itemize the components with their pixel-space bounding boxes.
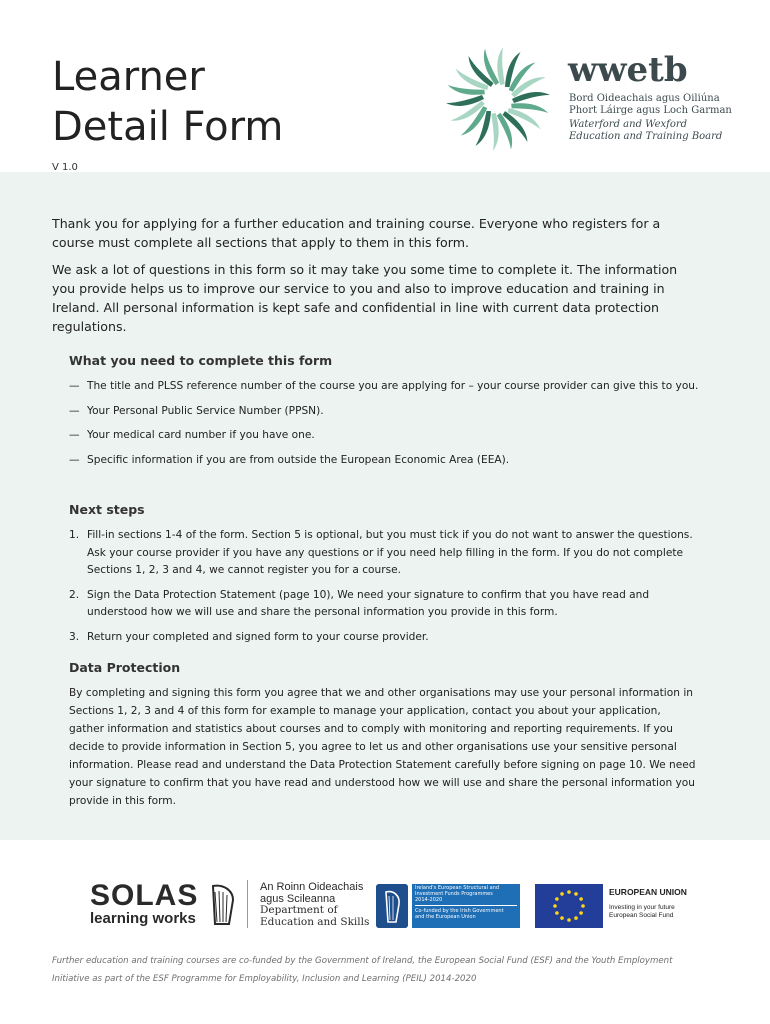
esif-line-2: Investment Funds Programmes [415,891,493,897]
eu-title: EUROPEAN UNION [609,887,687,897]
eu-star [555,911,559,915]
dash-bullet: — [69,404,80,417]
list-item-text: Sign the Data Protection Statement (page 10), We need your signature to confirm that you have read and understood how we will use and share the personal information you provide in this form. [87,588,650,618]
logo-irish-line-1: Bord Oideachais agus Oiliúna [569,93,720,104]
wwetb-wordmark: wwetb [568,50,688,90]
list-item-text: Your medical card number if you have one. [87,429,315,441]
eu-star [574,916,578,920]
dash-bullet: — [69,380,80,392]
eu-star [567,890,571,894]
list-item [69,527,709,580]
eu-star [581,904,585,908]
esif-logo [376,884,520,928]
data-protection-heading: Data Protection [69,660,181,675]
eu-subtitle [609,904,687,920]
need-heading: What you need to complete this form [69,353,333,368]
esif-text [412,884,520,928]
wwetb-swirl-logo-icon [438,46,558,152]
list-item-text: Your Personal Public Service Number (PPSN). [87,404,324,417]
version-label: V 1.0 [52,162,78,173]
eu-sub-line-1: Investing in your future [609,904,675,911]
list-item [69,587,709,622]
esif-line-1: Ireland's European Structural and [415,885,500,891]
need-list [69,378,709,476]
list-item-text: Fill-in sections 1-4 of the form. Section 5 is optional, but you must tick if you do not want to answer the questions. Ask your course provider if you have any questions or if you need help filling in the form. If you do not complete Sections 1, 2, 3 and 4, we cannot register you for a course. [87,529,693,576]
eu-logo-text [609,886,687,920]
esif-rule [415,905,517,906]
solas-logo [90,879,199,928]
dept-line-4: Education and Skills [260,915,370,928]
harp-icon [207,882,237,928]
page-header [0,0,770,172]
funder-logos [0,860,770,950]
dash-bullet: — [69,429,80,441]
data-protection-text: By completing and signing this form you agree that we and other organisations may use your personal information in Sections 1, 2, 3 and 4 of this form for example to manage your application, contact you about your application, gather information and statistics about courses and to comply with monitoring and reporting requirements. If you decide to provide information in Section 5, you agree to let us and other organisations use your sensitive personal information. Please read and understand the Data Protection Statement carefully before signing on page 10. We need your signature to confirm that you have read and understood how we will use and share the personal information you provide in this form. [69,687,696,807]
list-item [69,403,709,421]
title-line-1: Learner [52,54,205,100]
list-item [69,452,709,470]
step-number: 3. [69,630,80,643]
esif-line-5: and the European Union [415,914,476,920]
logo-english-name [569,119,722,143]
eu-flag-icon [535,884,603,928]
list-item-text: Specific information if you are from outside the European Economic Area (EEA). [87,453,510,466]
eu-sub-line-2: European Social Fund [609,912,674,919]
eu-star [555,897,559,901]
list-item-text: The title and PLSS reference number of the course you are applying for – your course provider can give this to you. [87,380,699,392]
solas-wordmark: SOLAS [90,879,199,912]
eu-star [553,904,557,908]
funding-credit: Further education and training courses are co-funded by the Government of Ireland, the European Social Fund (ESF) and the Youth Employment Initiative as part of the ESF Programme for Employability, Inclusion and Learning (PEIL) 2014-2020 [52,956,673,984]
page-title [52,52,283,152]
step-number: 2. [69,588,80,601]
dash-bullet: — [69,453,80,466]
logo-english-line-2: Education and Training Board [569,131,723,142]
eu-star [579,911,583,915]
intro-paragraph-2: We ask a lot of questions in this form so it may take you some time to complete it. The information you provide helps us to improve our service to you and also to improve education and training in Ireland. All personal information is kept safe and confidential in line with current data protection regulations. [52,262,678,334]
eu-star [560,892,564,896]
title-line-2: Detail Form [52,104,284,150]
list-item [69,629,709,647]
esif-line-4: Co-funded by the Irish Government [415,908,504,914]
eu-star [560,916,564,920]
esif-harp-icon [376,884,408,928]
eu-star [567,918,571,922]
department-logo [260,882,369,928]
dept-line-3: Department of [260,904,338,916]
solas-tagline: learning works [90,910,196,927]
list-item [69,378,709,396]
logo-irish-line-2: Phort Láirge agus Loch Garman [569,105,732,116]
eu-star [579,897,583,901]
eu-star [574,892,578,896]
esif-line-3: 2014-2020 [415,897,443,903]
list-item-text: Return your completed and signed form to your course provider. [87,630,429,643]
logo-english-line-1: Waterford and Wexford [569,119,688,130]
logo-divider [247,880,248,928]
next-steps-heading: Next steps [69,502,145,517]
dept-line-2: agus Scileanna [260,892,336,905]
step-number: 1. [69,529,80,541]
list-item [69,427,709,445]
logo-irish-name [569,93,732,117]
dept-line-1: An Roinn Oideachais [260,881,364,893]
next-steps-list [69,527,709,653]
intro-paragraph-1: Thank you for applying for a further education and training course. Everyone who registers for a course must complete all sections that apply to them in this form. [52,216,661,250]
